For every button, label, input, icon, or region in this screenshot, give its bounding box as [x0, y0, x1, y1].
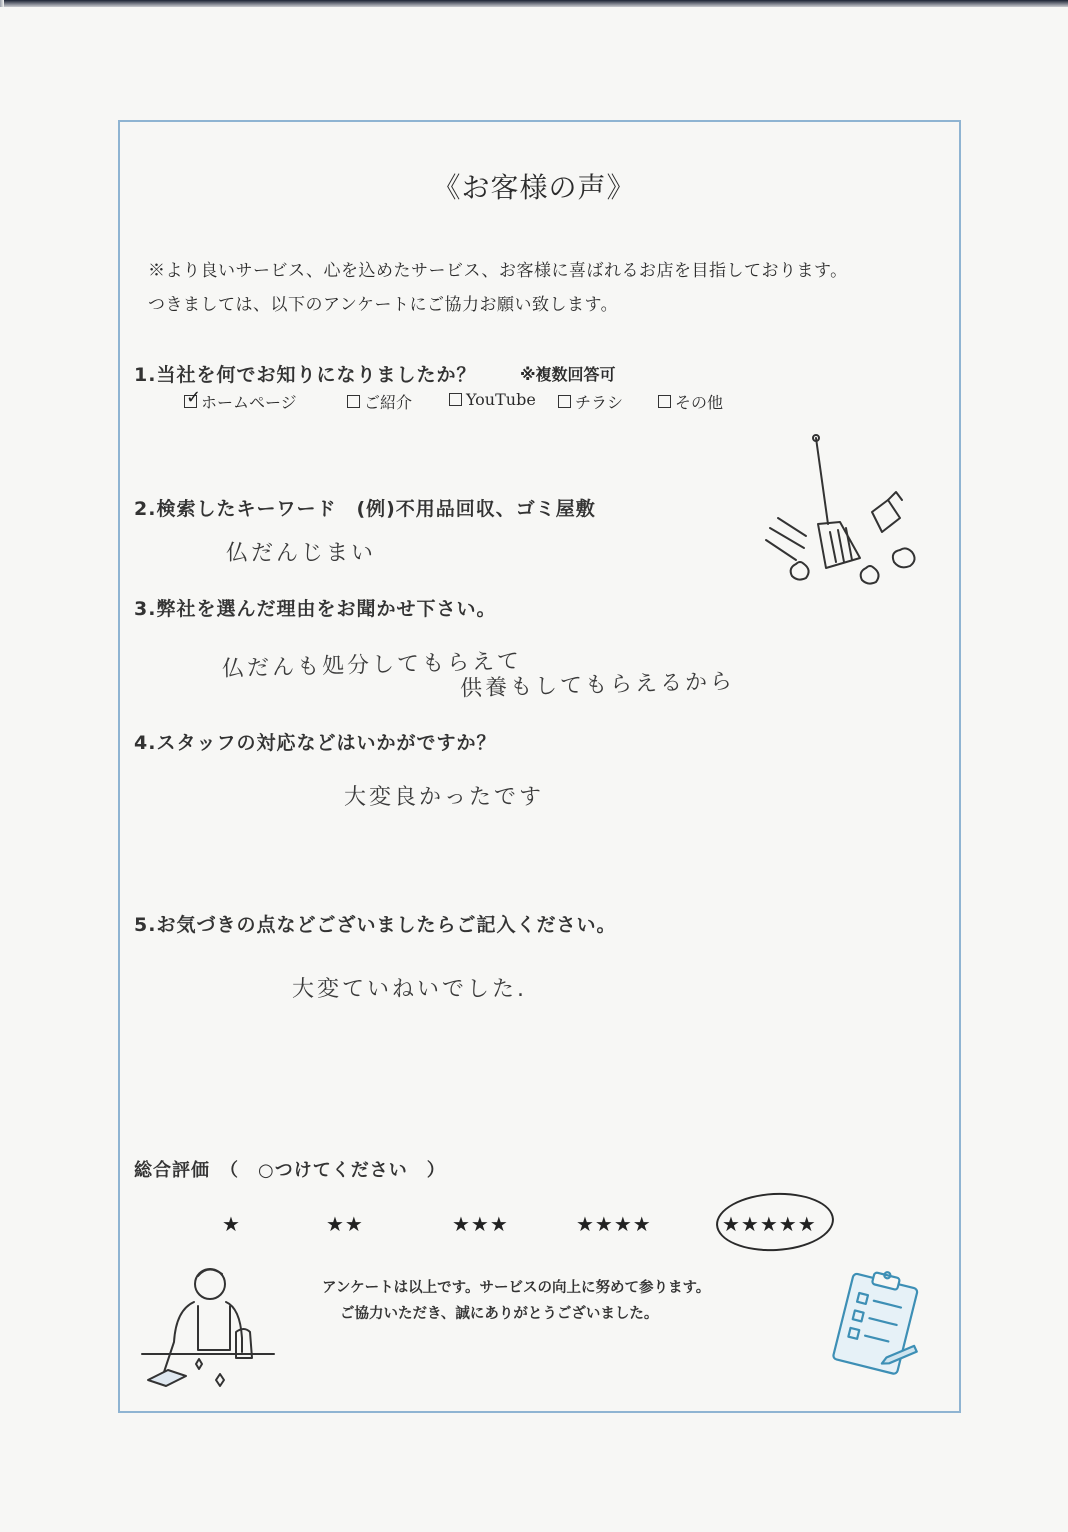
question-5-answer: 大変ていねいでした. [292, 977, 527, 1002]
rating-option-5-stars[interactable]: ★★★★★ [722, 1212, 817, 1236]
rating-option-3-stars[interactable]: ★★★ [452, 1212, 509, 1236]
closing-line-2: ご協力いただき、誠にありがとうございました。 [340, 1306, 659, 1322]
checkbox-other[interactable] [658, 395, 671, 408]
page-title: 《お客様の声》 [432, 171, 636, 204]
rating-option-2-stars[interactable]: ★★ [326, 1212, 364, 1236]
question-3-label: 3.弊社を選んだ理由をお聞かせ下さい。 [134, 598, 497, 620]
option-homepage[interactable] [184, 387, 297, 413]
rating-option-1-star[interactable]: ★ [222, 1212, 241, 1236]
question-4-label: 4.スタッフの対応などはいかがですか？ [134, 732, 497, 754]
multiple-answer-note: ※複数回答可 [520, 365, 616, 384]
option-label: チラシ [575, 393, 624, 412]
question-2-answer: 仏だんじまい [226, 541, 377, 566]
question-1-label: 1.当社を何でお知りになりましたか？ [134, 364, 477, 386]
question-3-answer-line-1: 仏だんも処分してもらえて [221, 649, 523, 682]
checkbox-flyer[interactable] [558, 395, 571, 408]
rating-option-4-stars[interactable]: ★★★★ [576, 1212, 652, 1236]
option-label: YouTube [466, 390, 536, 409]
option-label: ホームページ [201, 393, 297, 412]
closing-line-1: アンケートは以上です。サービスの向上に努めて参ります。 [322, 1280, 711, 1296]
overall-rating-label: 総合評価 （ ○つけてください ） [134, 1160, 446, 1181]
intro-line-1: ※より良いサービス、心を込めたサービス、お客様に喜ばれるお店を目指しております。 [148, 261, 848, 281]
question-5-label: 5.お気づきの点などございましたらご記入ください。 [134, 914, 617, 936]
option-referral[interactable] [347, 390, 412, 413]
option-label: ご紹介 [364, 393, 413, 412]
checkbox-referral[interactable] [347, 395, 360, 408]
question-4-answer: 大変良かったです [344, 785, 545, 810]
option-label: その他 [675, 393, 724, 412]
cleaning-staff-icon [138, 1262, 280, 1396]
intro-line-2: つきましては、以下のアンケートにご協力お願い致します。 [148, 295, 619, 315]
broom-and-dustpan-icon [760, 432, 930, 592]
question-3-answer-line-2: 供養もしてもらえるから [459, 669, 736, 702]
option-flyer[interactable] [558, 390, 623, 413]
checkbox-youtube[interactable] [449, 393, 462, 406]
option-other[interactable] [658, 390, 723, 413]
checkbox-homepage[interactable] [184, 387, 202, 408]
check-mark-icon: ✓ [186, 387, 202, 408]
scan-edge-top [0, 0, 1068, 7]
question-2-label: 2.検索したキーワード (例)不用品回収、ゴミ屋敷 [134, 498, 596, 520]
option-youtube[interactable] [449, 390, 536, 409]
clipboard-icon [824, 1268, 928, 1382]
